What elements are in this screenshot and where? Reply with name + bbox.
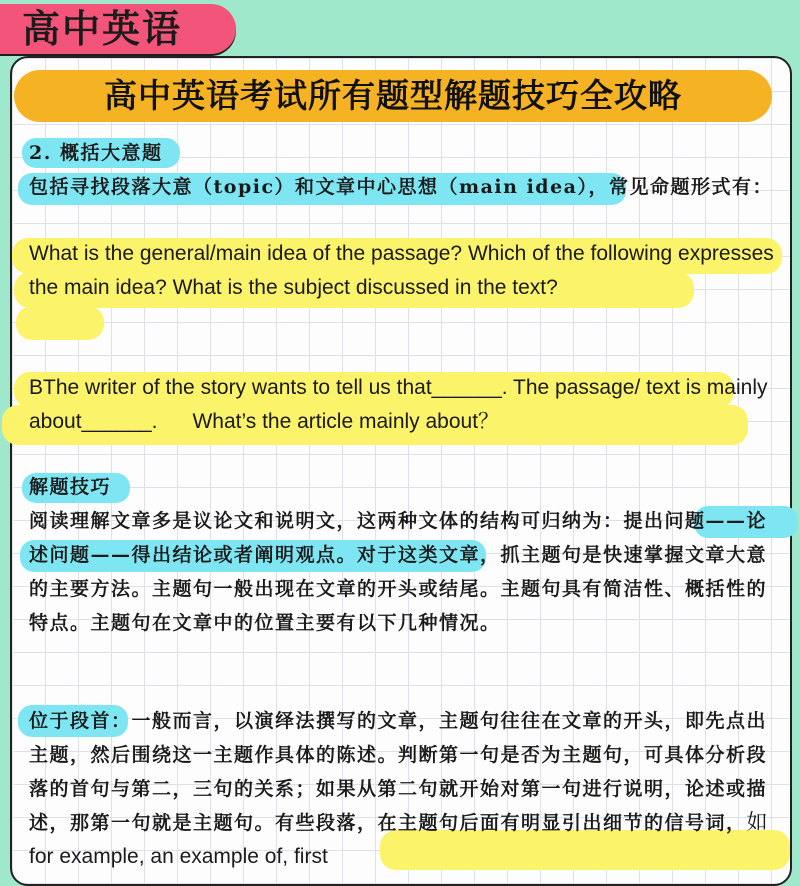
- question-examples: What is the general/main idea of the passage? Which of the following expresses the main idea? What is the subject discussed in the text?: [29, 242, 774, 299]
- position-signal: 如for example, an example of, first: [29, 811, 768, 868]
- section-heading: 2. 概括大意题: [29, 142, 163, 164]
- tips-heading: 解题技巧: [29, 476, 112, 498]
- position-paragraph: [29, 704, 774, 874]
- tips-text-start: 阅读理解文章多是议论文和说明文，这两种文体的结构可归纳为：: [29, 510, 624, 532]
- position-text: ：一般而言，以演绎法撰写的文章，主题句往往在文章的开头，即先点出主题，然后围绕这一主题作具体的陈述。判断第一句是否为主题句，可具体分析段落的首句与第二，三句的关系；如果从第二句就开始对第一句进行说明，论述或描述，那第一句就是主题句。有些段落，在主题句后面有明显引出细节的信号词，: [29, 710, 768, 834]
- tips-text-end: 。对于这类文章，抓主题句是快速掌握文章大意的主要方法。主题句一般出现在文章的开头或结尾。主题句具有简洁性、概括性的特点。主题句在文章中的位置主要有以下几种情况。: [29, 544, 768, 634]
- tips-paragraph: [29, 504, 774, 640]
- category-tag: 高中英语: [0, 4, 236, 54]
- section-intro: [29, 170, 774, 204]
- question-highlight-3: [16, 306, 104, 340]
- page-title: 高中英语考试所有题型解题技巧全攻略: [14, 70, 772, 122]
- question-stems: BThe writer of the story wants to tell us that______. The passage/ text is mainly about______. What’s the article mainly about？: [29, 376, 774, 433]
- position-label: 位于段首: [29, 710, 112, 732]
- tips-text-highlight: 提出问题——论述问题——得出结论或者阐明观点: [29, 510, 768, 566]
- intro-rest-text: ，常见命题形式有：: [588, 176, 774, 198]
- intro-highlight-text: 包括寻找段落大意（topic）和文章中心思想（main idea）: [29, 176, 589, 198]
